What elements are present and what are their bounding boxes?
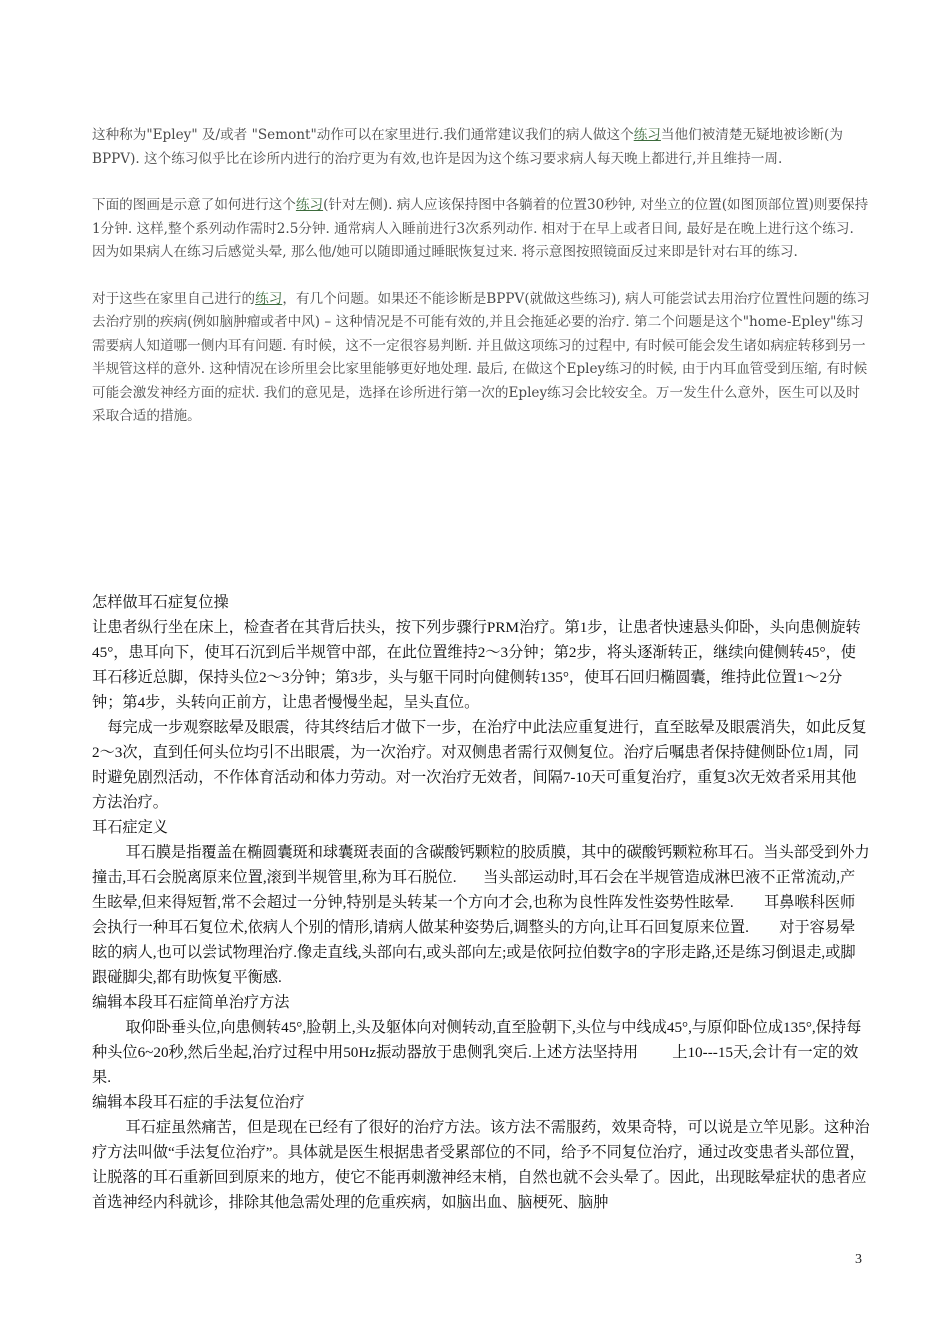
intro-text: 这种称为"Epley" 及/或者 "Semont"动作可以在家里进行.我们通常建议我们的病人做这个 <box>92 127 634 143</box>
body-paragraph: 取仰卧垂头位,向患侧转45°,脸朝上,头及躯体向对侧转动,直至脸朝下,头位与中线成45°,与原仰卧位成135°,保持每种头位6~20秒,然后坐起,治疗过程中用50Hz振动器放于患侧乳突后.上述方法坚持用 上10---15天,会计有一定的效果. <box>92 1019 862 1086</box>
section-heading: 耳石症定义 <box>92 819 168 836</box>
page-number: 3 <box>855 1252 862 1267</box>
intro-text: 下面的图画是示意了如何进行这个 <box>92 197 296 213</box>
main-section <box>92 590 870 1215</box>
intro-text: (针对左侧). 病人应该保持图中各躺着的位置30秒钟, 对坐立的位置(如图顶部位置)则要保持1分钟. 这样,整个系列动作需时2.5分钟. 通常病人入睡前进行3次系列动作. 相对于在早上或者日间, 最好是在晚上进行这个练习. 因为如果病人在练习后感觉头晕, 那么他/她可以随即通过睡眠恢复过来. 将示意图按照镜面反过来即是针对右耳的练习. <box>92 197 869 260</box>
intro-text: 对于这些在家里自己进行的 <box>92 290 256 307</box>
exercise-link[interactable]: 练习 <box>633 127 661 143</box>
intro-paragraph-1 <box>92 124 870 171</box>
body-paragraph: 让患者纵行坐在床上，检查者在其背后扶头，按下列步骤行PRM治疗。第1步，让患者快速悬头仰卧，头向患侧旋转45°，患耳向下，使耳石沉到后半规管中部，在此位置维持2～3分钟；第2步，将头逐渐转正，继续向健侧转45°，使耳石移近总脚，保持头位2～3分钟；第3步，头与躯干同时向健侧转135°，使耳石回归椭圆囊，维持此位置1～2分钟；第4步，头转向正前方，让患者慢慢坐起，呈头直位。 <box>92 619 861 711</box>
intro-section <box>92 124 870 429</box>
section-heading: 编辑本段耳石症的手法复位治疗 <box>92 1094 305 1111</box>
intro-text: 当他们被清楚无疑地被诊断(为BPPV). 这个练习似乎比在诊所内进行的治疗更为有效,也许是因为这个练习要求病人每天晚上都进行,并且维持一周. <box>92 127 843 167</box>
section-heading: 编辑本段耳石症简单治疗方法 <box>92 994 290 1011</box>
body-paragraph: 每完成一步观察眩晕及眼震，待其终结后才做下一步，在治疗中此法应重复进行，直至眩晕及眼震消失，如此反复2～3次，直到任何头位均引不出眼震，为一次治疗。对双侧患者需行双侧复位。治疗后嘱患者保持健侧卧位1周，同时避免剧烈活动，不作体育活动和体力劳动。对一次治疗无效者，间隔7-10天可重复治疗，重复3次无效者采用其他方法治疗。 <box>92 719 867 811</box>
intro-paragraph-2 <box>92 194 870 265</box>
section-heading: 怎样做耳石症复位操 <box>92 594 229 611</box>
body-paragraph: 耳石膜是指覆盖在椭圆囊斑和球囊斑表面的含碳酸钙颗粒的胶质膜，其中的碳酸钙颗粒称耳石。当头部受到外力撞击,耳石会脱离原来位置,滚到半规管里,称为耳石脱位. 当头部运动时,耳石会在半规管造成淋巴液不正常流动,产生眩晕,但来得短暂,常不会超过一分钟,特别是头转某一个方向才会,也称为良性阵发性姿势性眩晕. 耳鼻喉科医师会执行一种耳石复位术,依病人个别的情形,请病人做某种姿势后,调整头的方向,让耳石回复原来位置. 对于容易晕眩的病人,也可以尝试物理治疗.像走直线,头部向右,或头部向左;或是依阿拉伯数字8的字形走路,还是练习倒退走,或脚跟碰脚尖,都有助恢复平衡感. <box>92 844 870 986</box>
intro-text: ，有几个问题。如果还不能诊断是BPPV(就做这些练习), 病人可能尝试去用治疗位置性问题的练习去治疗别的疾病(例如脑肿瘤或者中风) – 这种情况是不可能有效的,并且会拖延必要的治疗. 第二个问题是这个"home-Epley"练习需要病人知道哪一侧内耳有问题. 有时候，这不一定很容易判断. 并且做这项练习的过程中, 有时候可能会发生诸如病症转移到另一半规管这样的意外. 这种情况在诊所里会比家里能够更好地处理. 最后, 在做这个Epley练习的时候, 由于内耳血管受到压缩, 有时候可能会激发神经方面的症状. 我们的意见是，选择在诊所进行第一次的Epley练习会比较安全。万一发生什么意外，医生可以及时采取合适的措施。 <box>92 290 870 424</box>
exercise-link[interactable]: 练习 <box>295 197 324 213</box>
exercise-link[interactable]: 练习 <box>255 290 283 307</box>
body-paragraph: 耳石症虽然痛苦，但是现在已经有了很好的治疗方法。该方法不需服药，效果奇特，可以说是立竿见影。这种治疗方法叫做“手法复位治疗”。具体就是医生根据患者受累部位的不同，给予不同复位治疗，通过改变患者头部位置，让脱落的耳石重新回到原来的地方，使它不能再刺激神经末梢，自然也就不会头晕了。因此，出现眩晕症状的患者应首选神经内科就诊，排除其他急需处理的危重疾病，如脑出血、脑梗死、脑肿 <box>92 1119 870 1211</box>
intro-paragraph-3 <box>92 288 870 429</box>
